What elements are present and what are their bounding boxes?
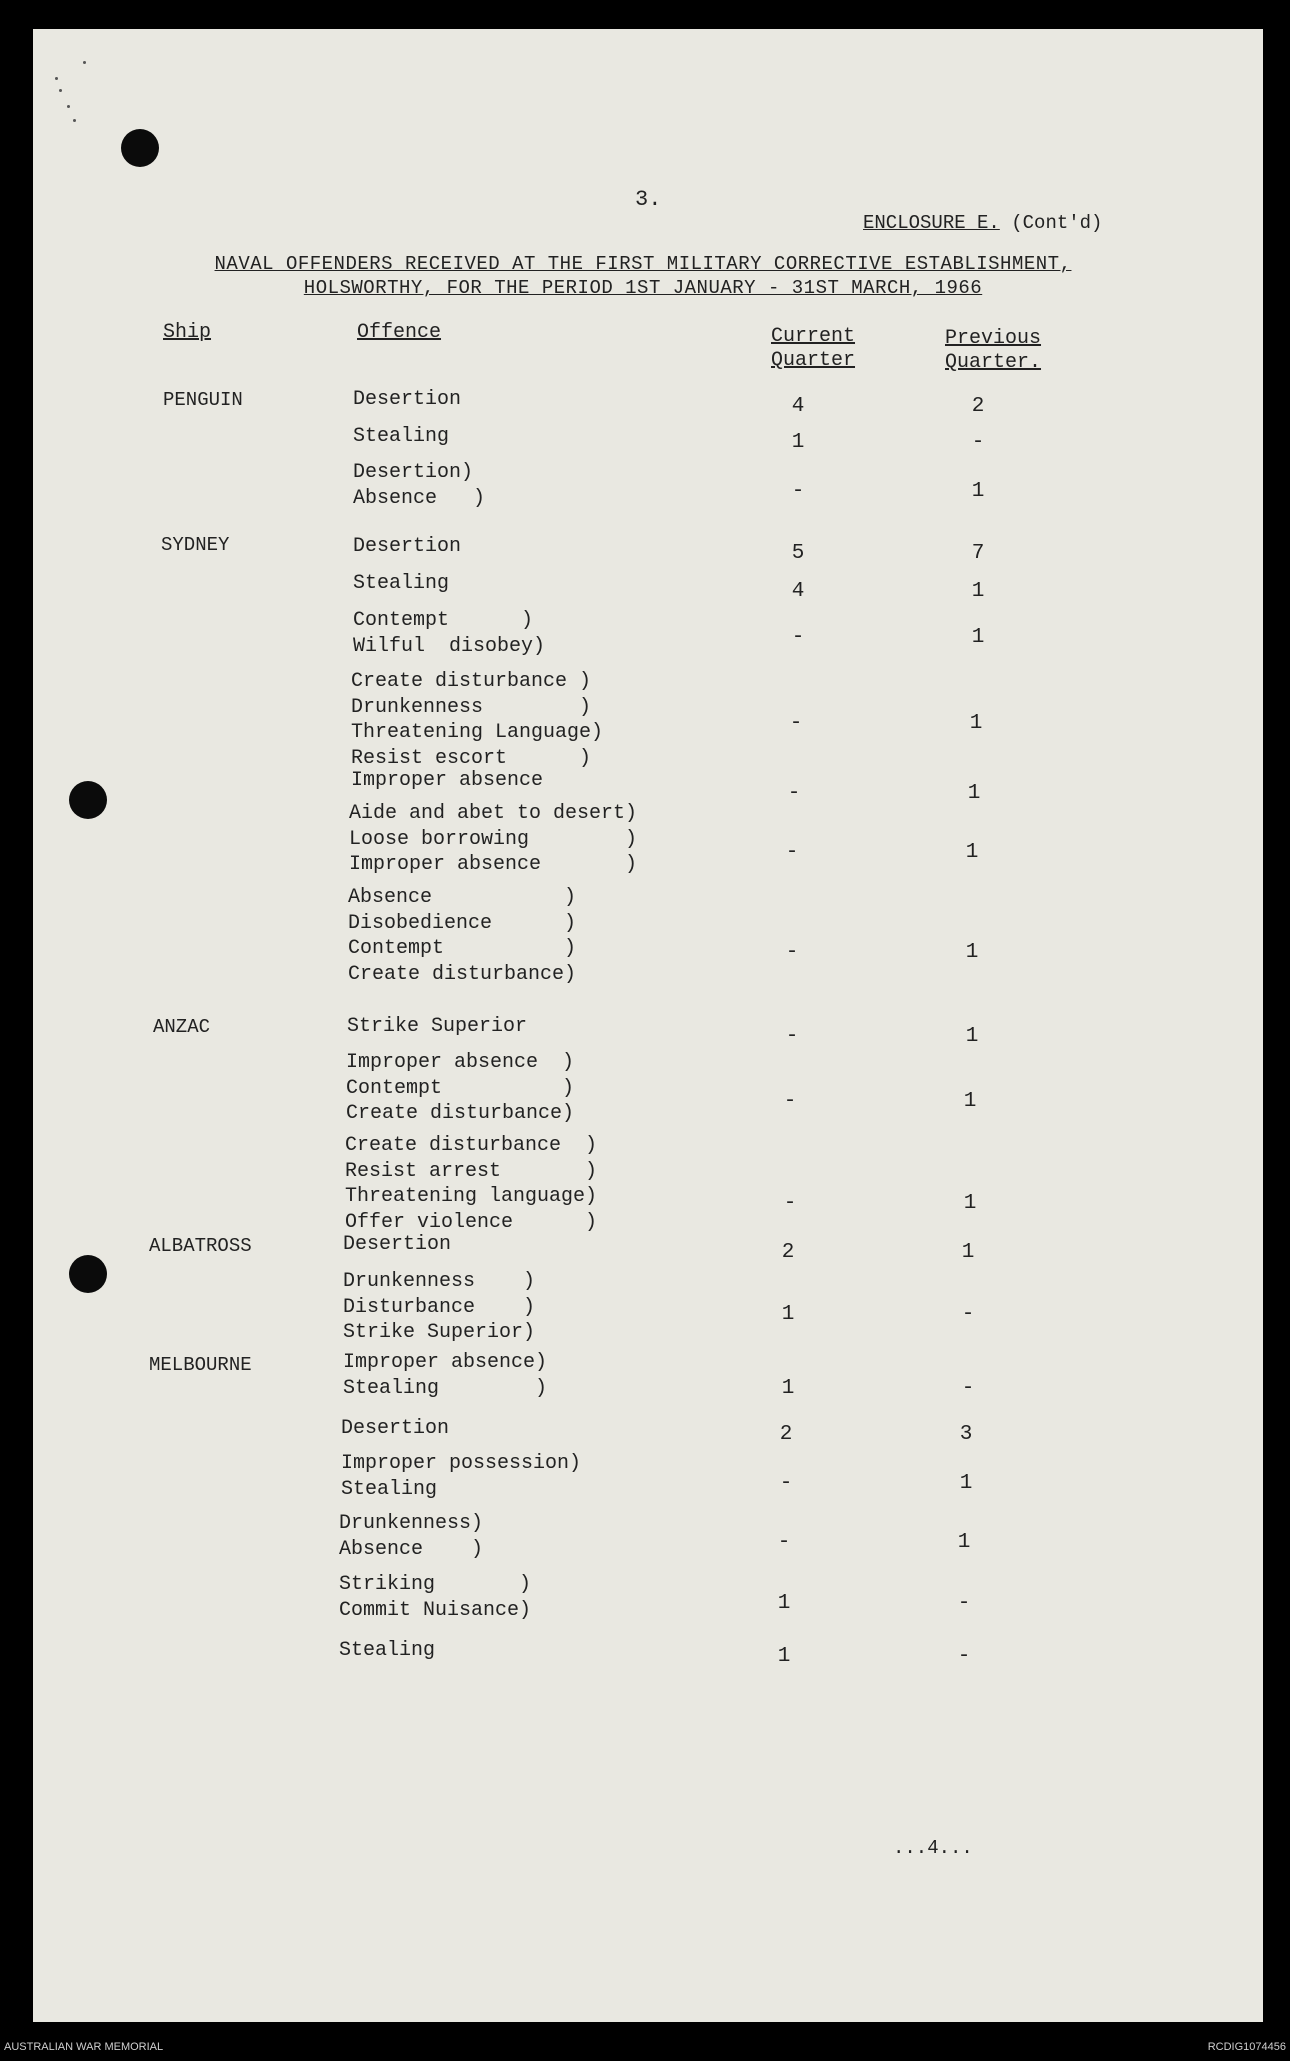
offence-cell: Improper absence [351,769,544,792]
current-quarter-cell: - [777,1531,791,1554]
offence-cell: Strike Superior [347,1015,528,1038]
continuation-marker: ...4... [893,1837,973,1859]
previous-quarter-cell: 1 [961,1241,975,1264]
document-page [33,29,1263,2022]
punch-hole [69,1255,107,1293]
offence-cell: Desertion [343,1233,452,1256]
enclosure-label [863,212,1102,234]
document-title-line-2: HOLSWORTHY, FOR THE PERIOD 1ST JANUARY - 31ST MARCH, 1966 [303,277,983,299]
enclosure-title: ENCLOSURE E. [863,212,1000,234]
ship-name: SYDNEY [161,534,230,556]
offence-cell: Stealing [353,425,450,448]
offence-cell: Improper absence) Stealing ) [343,1351,548,1400]
offence-cell: Improper absence ) Contempt ) Create disturbance) [346,1051,575,1125]
archive-credit: AUSTRALIAN WAR MEMORIAL [4,2041,164,2053]
previous-quarter-cell: 1 [971,480,985,503]
offence-cell: Striking ) Commit Nuisance) [339,1573,532,1622]
previous-quarter-cell: 1 [957,1531,971,1554]
offence-cell: Absence ) Disobedience ) Contempt ) Create disturbance) [348,886,577,986]
ship-name: ALBATROSS [149,1235,252,1257]
paper-mark [55,77,58,80]
previous-quarter-cell: - [957,1645,971,1668]
current-quarter-cell: - [783,1192,797,1215]
current-quarter-cell: - [785,841,799,864]
offence-cell: Contempt ) Wilful disobey) [353,609,546,658]
previous-quarter-cell: 1 [965,841,979,864]
previous-quarter-cell: - [971,431,985,454]
previous-quarter-cell: - [961,1377,975,1400]
archive-reference: RCDIG1074456 [1207,2041,1286,2053]
previous-quarter-cell: - [957,1592,971,1615]
paper-mark [67,105,70,108]
previous-quarter-cell: 2 [971,395,985,418]
previous-quarter-cell: 1 [969,712,983,735]
document-title-line-1: NAVAL OFFENDERS RECEIVED AT THE FIRST MILITARY CORRECTIVE ESTABLISHMENT, [214,253,1072,275]
offence-cell: Stealing [353,572,450,595]
previous-quarter-cell: 1 [971,580,985,603]
current-quarter-cell: 4 [791,580,805,603]
previous-quarter-cell: 1 [963,1192,977,1215]
current-quarter-cell: - [779,1472,793,1495]
current-quarter-cell: 1 [777,1592,791,1615]
punch-hole [69,781,107,819]
previous-quarter-cell: 1 [967,782,981,805]
current-quarter-cell: 1 [791,431,805,454]
offence-cell: Create disturbance ) Resist arrest ) Threatening language) Offer violence ) [345,1134,598,1234]
offence-cell: Drunkenness) Absence ) [339,1512,484,1561]
column-header-previous: Previous Quarter. [945,327,1042,374]
offence-cell: Desertion) Absence ) [353,461,486,510]
previous-quarter-cell: 1 [965,1025,979,1048]
current-quarter-cell: 5 [791,542,805,565]
column-header-ship: Ship [163,321,212,344]
paper-mark [83,61,86,64]
column-header-current: Current Quarter [771,325,856,372]
previous-quarter-cell: 1 [963,1090,977,1113]
offence-cell: Stealing [339,1639,436,1662]
current-quarter-cell: - [787,782,801,805]
previous-quarter-cell: 3 [959,1423,973,1446]
page-number: 3. [635,187,662,212]
offence-cell: Create disturbance ) Drunkenness ) Threatening Language) Resist escort ) [351,670,604,770]
offence-cell: Improper possession) Stealing [341,1452,582,1501]
current-quarter-cell: 2 [779,1423,793,1446]
previous-quarter-cell: 7 [971,542,985,565]
punch-hole [121,129,159,167]
offence-cell: Desertion [353,535,462,558]
previous-quarter-cell: 1 [965,941,979,964]
paper-mark [59,89,62,92]
paper-mark [73,119,76,122]
offence-cell: Desertion [341,1417,450,1440]
offence-cell: Aide and abet to desert) Loose borrowing ) Improper absence ) [349,802,638,876]
current-quarter-cell: 1 [781,1377,795,1400]
previous-quarter-cell: 1 [959,1472,973,1495]
ship-name: ANZAC [153,1016,211,1038]
offence-cell: Desertion [353,388,462,411]
current-quarter-cell: - [785,1025,799,1048]
ship-name: PENGUIN [163,389,243,411]
current-quarter-cell: - [789,712,803,735]
current-quarter-cell: 1 [781,1303,795,1326]
column-header-offence: Offence [357,321,442,344]
current-quarter-cell: 2 [781,1241,795,1264]
ship-name: MELBOURNE [149,1354,252,1376]
current-quarter-cell: 1 [777,1645,791,1668]
current-quarter-cell: - [791,480,805,503]
enclosure-suffix: (Cont'd) [1011,212,1103,234]
current-quarter-cell: - [791,626,805,649]
current-quarter-cell: 4 [791,395,805,418]
current-quarter-cell: - [785,941,799,964]
current-quarter-cell: - [783,1090,797,1113]
previous-quarter-cell: - [961,1303,975,1326]
offence-cell: Drunkenness ) Disturbance ) Strike Superior) [343,1270,536,1344]
previous-quarter-cell: 1 [971,626,985,649]
